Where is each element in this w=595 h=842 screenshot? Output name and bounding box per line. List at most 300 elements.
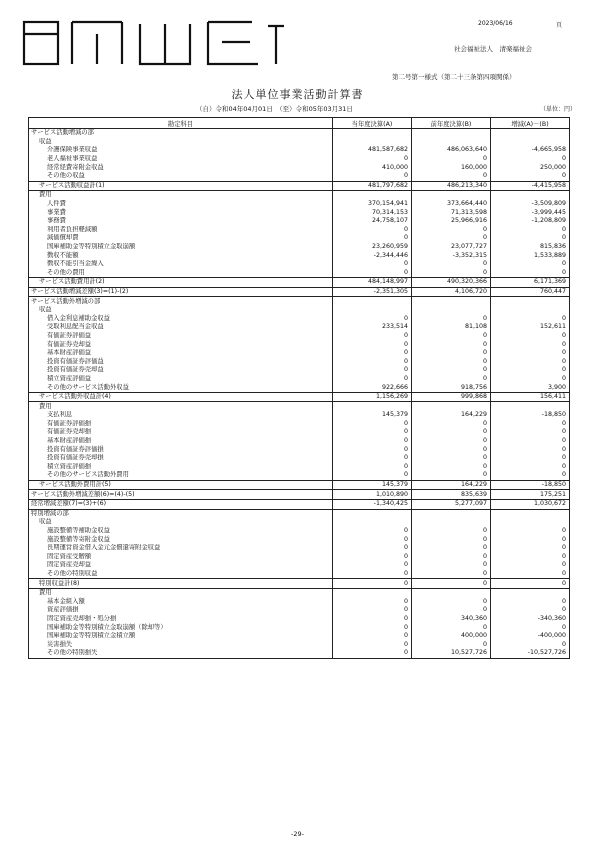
diff-value: -4,665,958 bbox=[491, 146, 570, 155]
table-row bbox=[29, 437, 570, 446]
current-value: 370,154,941 bbox=[333, 200, 412, 209]
account-label: サービス活動費用計(2) bbox=[29, 278, 333, 288]
table-row bbox=[29, 490, 570, 500]
table-row bbox=[29, 632, 570, 641]
current-value: 0 bbox=[333, 640, 412, 649]
current-value: 24,758,107 bbox=[333, 217, 412, 226]
account-label: 国庫補助金等特別積立金取崩額 bbox=[29, 243, 333, 252]
account-label: 経常増減差額(7)=(3)+(6) bbox=[29, 499, 333, 509]
previous-value: 0 bbox=[412, 561, 491, 570]
table-row bbox=[29, 518, 570, 527]
account-label: 有価証券評価益 bbox=[29, 332, 333, 341]
current-value: 0 bbox=[333, 172, 412, 181]
current-value bbox=[333, 297, 412, 306]
diff-value: 0 bbox=[491, 366, 570, 375]
diff-value: -3,999,445 bbox=[491, 208, 570, 217]
account-label: 受取利息配当金収益 bbox=[29, 323, 333, 332]
table-row bbox=[29, 323, 570, 332]
current-value: 145,379 bbox=[333, 480, 412, 490]
current-value: 0 bbox=[333, 420, 412, 429]
diff-value: 0 bbox=[491, 579, 570, 589]
previous-value bbox=[412, 306, 491, 315]
previous-value: 0 bbox=[412, 527, 491, 536]
diff-value: 0 bbox=[491, 437, 570, 446]
table-row bbox=[29, 615, 570, 624]
diff-value: -10,527,726 bbox=[491, 649, 570, 658]
account-label: 災害損失 bbox=[29, 640, 333, 649]
account-label: 施設整備等補助金収益 bbox=[29, 527, 333, 536]
current-value: 0 bbox=[333, 649, 412, 658]
previous-value: 0 bbox=[412, 420, 491, 429]
diff-value: 0 bbox=[491, 155, 570, 164]
current-value: 0 bbox=[333, 269, 412, 278]
previous-value: 0 bbox=[412, 172, 491, 181]
current-value: 0 bbox=[333, 597, 412, 606]
previous-value: 0 bbox=[412, 579, 491, 589]
current-value: 0 bbox=[333, 561, 412, 570]
table-row bbox=[29, 269, 570, 278]
current-value: 0 bbox=[333, 553, 412, 562]
account-label: 徴収不能額 bbox=[29, 251, 333, 260]
current-value bbox=[333, 191, 412, 200]
previous-value: 486,063,640 bbox=[412, 146, 491, 155]
diff-value: 0 bbox=[491, 570, 570, 579]
table-row bbox=[29, 191, 570, 200]
previous-value: 918,756 bbox=[412, 383, 491, 392]
previous-value bbox=[412, 588, 491, 597]
table-row bbox=[29, 588, 570, 597]
current-value bbox=[333, 306, 412, 315]
current-value: 0 bbox=[333, 366, 412, 375]
previous-value: 164,229 bbox=[412, 411, 491, 420]
account-label: 収益 bbox=[29, 306, 333, 315]
previous-value: 400,000 bbox=[412, 632, 491, 641]
current-value: 0 bbox=[333, 445, 412, 454]
diff-value: 760,447 bbox=[491, 287, 570, 297]
current-value bbox=[333, 129, 412, 138]
previous-value: 0 bbox=[412, 349, 491, 358]
current-value: 233,514 bbox=[333, 323, 412, 332]
previous-value: 5,277,097 bbox=[412, 499, 491, 509]
account-label: 固定資産受贈額 bbox=[29, 553, 333, 562]
account-label: サービス活動外収益計(4) bbox=[29, 392, 333, 402]
document-title: 法人単位事業活動計算書 bbox=[231, 88, 364, 101]
table-row bbox=[29, 375, 570, 384]
account-label: サービス活動増減の部 bbox=[29, 129, 333, 138]
previous-value: 0 bbox=[412, 640, 491, 649]
table-row bbox=[29, 260, 570, 269]
diff-value bbox=[491, 518, 570, 527]
account-label: サービス活動外増減の部 bbox=[29, 297, 333, 306]
current-value: 0 bbox=[333, 579, 412, 589]
account-label: 有価証券評価損 bbox=[29, 420, 333, 429]
diff-value: -18,850 bbox=[491, 480, 570, 490]
account-label: 固定資産売却益 bbox=[29, 561, 333, 570]
table-row bbox=[29, 226, 570, 235]
previous-value: 0 bbox=[412, 155, 491, 164]
current-value bbox=[333, 588, 412, 597]
table-row bbox=[29, 402, 570, 411]
table-row bbox=[29, 138, 570, 147]
column-header-previous: 前年度決算(B) bbox=[412, 118, 491, 129]
account-label: サービス活動外費用計(5) bbox=[29, 480, 333, 490]
table-row bbox=[29, 306, 570, 315]
diff-value: 0 bbox=[491, 597, 570, 606]
current-value: 70,314,153 bbox=[333, 208, 412, 217]
diff-value: -3,509,809 bbox=[491, 200, 570, 209]
current-value: 481,587,682 bbox=[333, 146, 412, 155]
diff-value: 250,000 bbox=[491, 163, 570, 172]
previous-value: 490,320,366 bbox=[412, 278, 491, 288]
current-value bbox=[333, 509, 412, 518]
current-value: 481,797,682 bbox=[333, 181, 412, 191]
account-label: 事務費 bbox=[29, 217, 333, 226]
account-label: 投資有価証券評価損 bbox=[29, 445, 333, 454]
current-value: 0 bbox=[333, 544, 412, 553]
account-label: 介護保険事業収益 bbox=[29, 146, 333, 155]
diff-value: -400,000 bbox=[491, 632, 570, 641]
account-label: 収益 bbox=[29, 138, 333, 147]
diff-value: 0 bbox=[491, 463, 570, 472]
previous-value: 0 bbox=[412, 544, 491, 553]
current-value: 0 bbox=[333, 428, 412, 437]
current-value: 0 bbox=[333, 375, 412, 384]
diff-value: 1,030,672 bbox=[491, 499, 570, 509]
table-row bbox=[29, 243, 570, 252]
previous-value: 0 bbox=[412, 597, 491, 606]
previous-value: 71,313,598 bbox=[412, 208, 491, 217]
diff-value bbox=[491, 297, 570, 306]
table-row bbox=[29, 570, 570, 579]
account-label: 費用 bbox=[29, 191, 333, 200]
diff-value: 0 bbox=[491, 349, 570, 358]
previous-value: 835,639 bbox=[412, 490, 491, 500]
current-value: 922,666 bbox=[333, 383, 412, 392]
previous-value: 0 bbox=[412, 445, 491, 454]
table-row bbox=[29, 420, 570, 429]
account-label: 支払利息 bbox=[29, 411, 333, 420]
diff-value bbox=[491, 191, 570, 200]
diff-value: 0 bbox=[491, 234, 570, 243]
diff-value: 0 bbox=[491, 471, 570, 480]
current-value: 0 bbox=[333, 340, 412, 349]
account-label: 積立資産評価益 bbox=[29, 375, 333, 384]
diff-value: 152,611 bbox=[491, 323, 570, 332]
previous-value bbox=[412, 297, 491, 306]
table-row bbox=[29, 181, 570, 191]
page-mark: 頁 bbox=[556, 22, 563, 29]
previous-value: -3,352,315 bbox=[412, 251, 491, 260]
table-row bbox=[29, 349, 570, 358]
previous-value: 0 bbox=[412, 357, 491, 366]
previous-value: 0 bbox=[412, 535, 491, 544]
current-value bbox=[333, 518, 412, 527]
account-label: 資産評価損 bbox=[29, 606, 333, 615]
table-row bbox=[29, 287, 570, 297]
table-row bbox=[29, 332, 570, 341]
table-row bbox=[29, 163, 570, 172]
account-label: 減価償却費 bbox=[29, 234, 333, 243]
previous-value: 0 bbox=[412, 340, 491, 349]
table-row bbox=[29, 499, 570, 509]
previous-value: 10,527,726 bbox=[412, 649, 491, 658]
previous-value: 999,868 bbox=[412, 392, 491, 402]
account-label: 事業費 bbox=[29, 208, 333, 217]
account-label: 特別収益計(8) bbox=[29, 579, 333, 589]
account-label: 投資有価証券評価益 bbox=[29, 357, 333, 366]
page-number: -29- bbox=[291, 830, 304, 838]
account-label: その他の収益 bbox=[29, 172, 333, 181]
activity-statement-table bbox=[28, 117, 570, 659]
table-row bbox=[29, 579, 570, 589]
diff-value: 0 bbox=[491, 428, 570, 437]
current-value: 0 bbox=[333, 332, 412, 341]
diff-value bbox=[491, 138, 570, 147]
account-label: サービス活動外増減差額(6)=(4)-(5) bbox=[29, 490, 333, 500]
previous-value: 23,077,727 bbox=[412, 243, 491, 252]
form-number: 第二号第一様式（第二十三条第四項関係） bbox=[392, 73, 516, 81]
account-label: 費用 bbox=[29, 588, 333, 597]
account-label: サービス活動増減差額(3)=(1)-(2) bbox=[29, 287, 333, 297]
account-label: 経常経費寄附金収益 bbox=[29, 163, 333, 172]
diff-value: 815,836 bbox=[491, 243, 570, 252]
current-value: 0 bbox=[333, 471, 412, 480]
diff-value: 0 bbox=[491, 375, 570, 384]
diff-value bbox=[491, 129, 570, 138]
table-row bbox=[29, 392, 570, 402]
table-row bbox=[29, 640, 570, 649]
diff-value bbox=[491, 588, 570, 597]
previous-value: 0 bbox=[412, 471, 491, 480]
previous-value: 0 bbox=[412, 332, 491, 341]
diff-value: 1,533,889 bbox=[491, 251, 570, 260]
current-value: 484,148,997 bbox=[333, 278, 412, 288]
diff-value bbox=[491, 306, 570, 315]
previous-value: 4,106,720 bbox=[412, 287, 491, 297]
previous-value: 0 bbox=[412, 437, 491, 446]
table-row bbox=[29, 463, 570, 472]
table-row bbox=[29, 383, 570, 392]
account-label: 基本金組入額 bbox=[29, 597, 333, 606]
account-label: その他の特別損失 bbox=[29, 649, 333, 658]
current-value: 0 bbox=[333, 632, 412, 641]
diff-value: 0 bbox=[491, 226, 570, 235]
table-header-row bbox=[29, 118, 570, 129]
diff-value: 6,171,369 bbox=[491, 278, 570, 288]
diff-value bbox=[491, 509, 570, 518]
diff-value: 0 bbox=[491, 606, 570, 615]
table-row bbox=[29, 314, 570, 323]
account-label: 基本財産評価損 bbox=[29, 437, 333, 446]
previous-value bbox=[412, 402, 491, 411]
column-header-account: 勘定科目 bbox=[29, 118, 333, 129]
account-label: サービス活動収益計(1) bbox=[29, 181, 333, 191]
current-value: 0 bbox=[333, 349, 412, 358]
previous-value: 0 bbox=[412, 553, 491, 562]
account-label: 老人福祉事業収益 bbox=[29, 155, 333, 164]
current-value: 0 bbox=[333, 357, 412, 366]
account-label: 有価証券売却益 bbox=[29, 340, 333, 349]
previous-value: 0 bbox=[412, 454, 491, 463]
previous-value: 0 bbox=[412, 366, 491, 375]
table-row bbox=[29, 606, 570, 615]
current-value: -1,340,425 bbox=[333, 499, 412, 509]
current-value: -2,351,305 bbox=[333, 287, 412, 297]
diff-value: -18,850 bbox=[491, 411, 570, 420]
current-value: 1,010,890 bbox=[333, 490, 412, 500]
table-row bbox=[29, 509, 570, 518]
account-label: その他の特別収益 bbox=[29, 570, 333, 579]
diff-value: -1,208,809 bbox=[491, 217, 570, 226]
previous-value: 0 bbox=[412, 428, 491, 437]
current-value: 0 bbox=[333, 437, 412, 446]
account-label: その他のサービス活動外費用 bbox=[29, 471, 333, 480]
diff-value: -340,360 bbox=[491, 615, 570, 624]
previous-value: 25,966,916 bbox=[412, 217, 491, 226]
previous-value: 373,664,440 bbox=[412, 200, 491, 209]
account-label: 借入金利息補助金収益 bbox=[29, 314, 333, 323]
table-row bbox=[29, 649, 570, 658]
diff-value: 0 bbox=[491, 420, 570, 429]
diff-value bbox=[491, 402, 570, 411]
diff-value: 0 bbox=[491, 640, 570, 649]
previous-value bbox=[412, 138, 491, 147]
current-value bbox=[333, 402, 412, 411]
table-row bbox=[29, 597, 570, 606]
diff-value: 0 bbox=[491, 561, 570, 570]
account-label: 国庫補助金等特別積立金積立額 bbox=[29, 632, 333, 641]
previous-value: 340,360 bbox=[412, 615, 491, 624]
table-row bbox=[29, 217, 570, 226]
previous-value: 0 bbox=[412, 606, 491, 615]
table-row bbox=[29, 234, 570, 243]
table-row bbox=[29, 297, 570, 306]
diff-value: 0 bbox=[491, 357, 570, 366]
account-label: その他のサービス活動外収益 bbox=[29, 383, 333, 392]
account-label: 人件費 bbox=[29, 200, 333, 209]
current-value: 0 bbox=[333, 527, 412, 536]
diff-value: 0 bbox=[491, 544, 570, 553]
current-value: 0 bbox=[333, 155, 412, 164]
table-row bbox=[29, 544, 570, 553]
account-label: 国庫補助金等特別積立金取崩額（除却等） bbox=[29, 623, 333, 632]
current-value: 0 bbox=[333, 615, 412, 624]
diff-value: 0 bbox=[491, 172, 570, 181]
diff-value: 3,900 bbox=[491, 383, 570, 392]
current-value: 0 bbox=[333, 606, 412, 615]
account-label: 収益 bbox=[29, 518, 333, 527]
unit-label: （単位：円） bbox=[540, 106, 577, 113]
diff-value: 0 bbox=[491, 454, 570, 463]
previous-value: 0 bbox=[412, 463, 491, 472]
diff-value: 0 bbox=[491, 623, 570, 632]
table-row bbox=[29, 146, 570, 155]
organization-name: 社会福祉法人 清楽福祉会 bbox=[454, 45, 532, 53]
diff-value: 156,411 bbox=[491, 392, 570, 402]
table-row bbox=[29, 527, 570, 536]
diff-value: 0 bbox=[491, 269, 570, 278]
previous-value: 0 bbox=[412, 375, 491, 384]
current-value: 0 bbox=[333, 260, 412, 269]
account-label: 徴収不能引当金繰入 bbox=[29, 260, 333, 269]
table-row bbox=[29, 172, 570, 181]
current-value: -2,344,446 bbox=[333, 251, 412, 260]
table-row bbox=[29, 561, 570, 570]
organization-logo bbox=[22, 20, 287, 68]
previous-value: 81,108 bbox=[412, 323, 491, 332]
diff-value: 0 bbox=[491, 553, 570, 562]
previous-value: 0 bbox=[412, 314, 491, 323]
previous-value bbox=[412, 129, 491, 138]
previous-value: 0 bbox=[412, 234, 491, 243]
diff-value: 0 bbox=[491, 332, 570, 341]
diff-value: 175,251 bbox=[491, 490, 570, 500]
diff-value: 0 bbox=[491, 340, 570, 349]
previous-value bbox=[412, 518, 491, 527]
account-label: 費用 bbox=[29, 402, 333, 411]
fiscal-period: （自）令和04年04月01日 （至）令和05年03月31日 bbox=[196, 105, 353, 113]
table-row bbox=[29, 535, 570, 544]
table-row bbox=[29, 428, 570, 437]
previous-value bbox=[412, 191, 491, 200]
current-value: 145,379 bbox=[333, 411, 412, 420]
table-row bbox=[29, 454, 570, 463]
account-label: その他の費用 bbox=[29, 269, 333, 278]
table-row bbox=[29, 155, 570, 164]
table-row bbox=[29, 251, 570, 260]
previous-value: 0 bbox=[412, 570, 491, 579]
current-value: 1,156,269 bbox=[333, 392, 412, 402]
table-row bbox=[29, 278, 570, 288]
table-row bbox=[29, 129, 570, 138]
diff-value: -4,415,958 bbox=[491, 181, 570, 191]
account-label: 有価証券売却損 bbox=[29, 428, 333, 437]
table-row bbox=[29, 480, 570, 490]
account-label: 利用者負担軽減額 bbox=[29, 226, 333, 235]
current-value: 0 bbox=[333, 535, 412, 544]
current-value bbox=[333, 138, 412, 147]
table-row bbox=[29, 411, 570, 420]
previous-value: 0 bbox=[412, 269, 491, 278]
previous-value: 0 bbox=[412, 226, 491, 235]
previous-value bbox=[412, 509, 491, 518]
account-label: 特別増減の部 bbox=[29, 509, 333, 518]
current-value: 0 bbox=[333, 463, 412, 472]
column-header-diff: 増減(A)－(B) bbox=[491, 118, 570, 129]
account-label: 固定資産売却損・処分損 bbox=[29, 615, 333, 624]
account-label: 施設整備等寄附金収益 bbox=[29, 535, 333, 544]
diff-value: 0 bbox=[491, 535, 570, 544]
table-row bbox=[29, 471, 570, 480]
current-value: 0 bbox=[333, 570, 412, 579]
previous-value: 486,213,340 bbox=[412, 181, 491, 191]
diff-value: 0 bbox=[491, 314, 570, 323]
diff-value: 0 bbox=[491, 260, 570, 269]
table-row bbox=[29, 553, 570, 562]
current-value: 0 bbox=[333, 234, 412, 243]
diff-value: 0 bbox=[491, 527, 570, 536]
account-label: 投資有価証券売却損 bbox=[29, 454, 333, 463]
previous-value: 164,229 bbox=[412, 480, 491, 490]
diff-value: 0 bbox=[491, 445, 570, 454]
table-row bbox=[29, 340, 570, 349]
account-label: 基本財産評価益 bbox=[29, 349, 333, 358]
current-value: 0 bbox=[333, 623, 412, 632]
current-value: 0 bbox=[333, 314, 412, 323]
table-row bbox=[29, 445, 570, 454]
current-value: 0 bbox=[333, 226, 412, 235]
previous-value: 0 bbox=[412, 623, 491, 632]
